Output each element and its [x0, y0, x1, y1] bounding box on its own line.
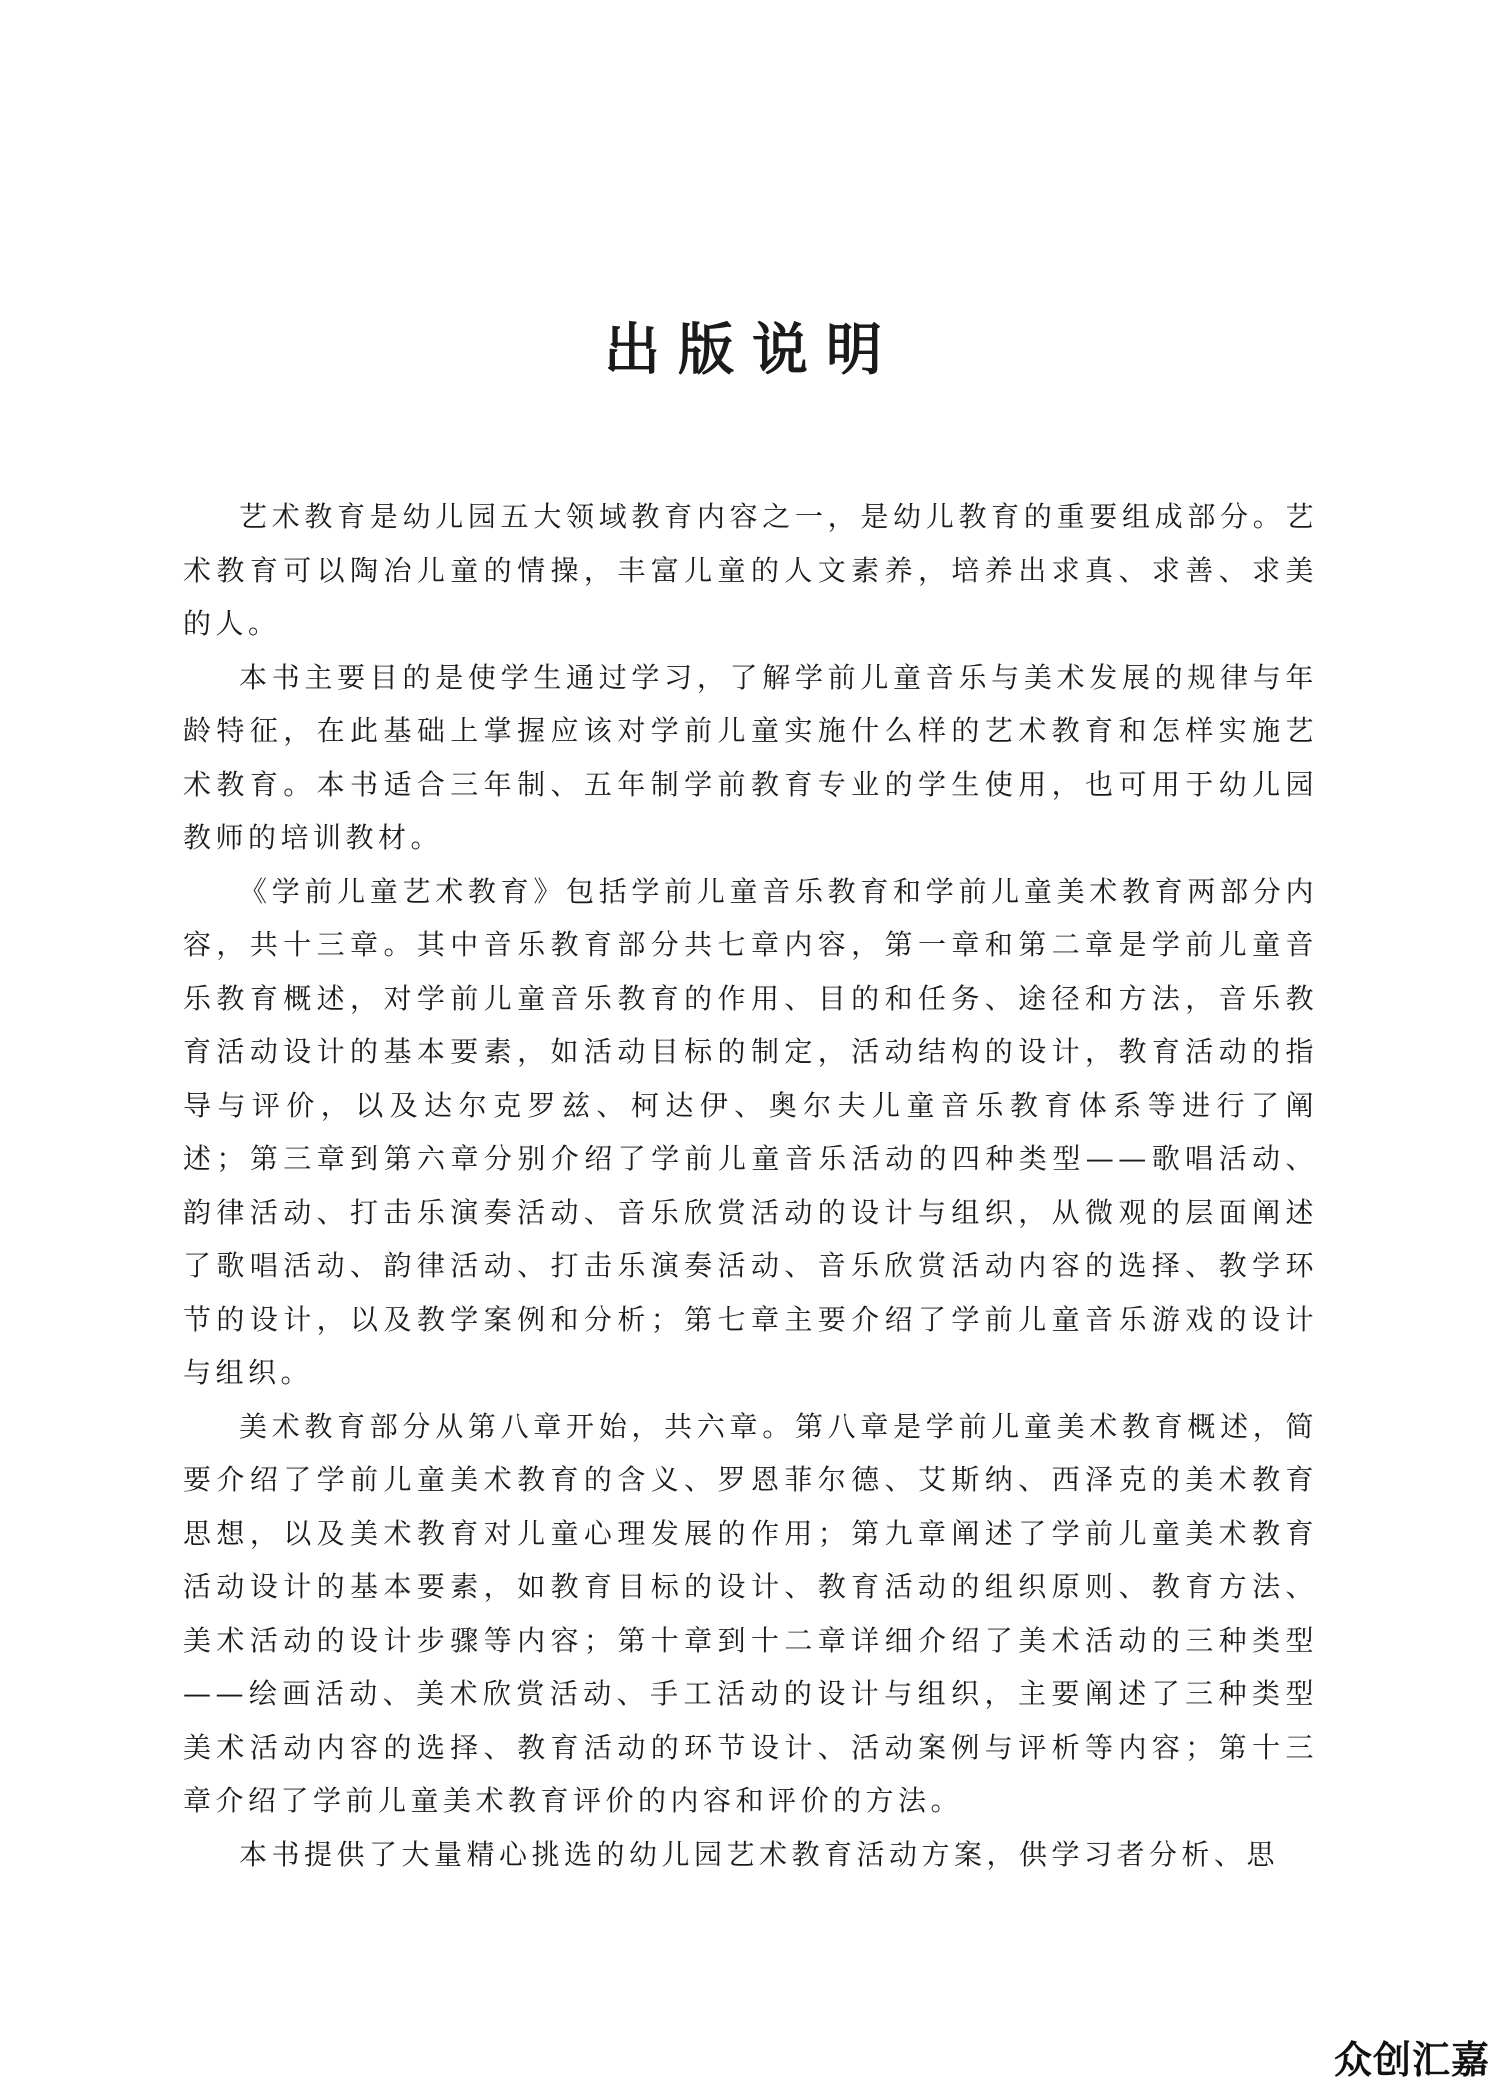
paragraph-5: 本书提供了大量精心挑选的幼儿园艺术教育活动方案，供学习者分析、思	[239, 1837, 1280, 1871]
paragraph-4: 美术教育部分从第八章开始，共六章。第八章是学前儿童美术教育概述，简要介绍了学前儿童美术教育的含义、罗恩菲尔德、艾斯纳、西泽克的美术教育思想，以及美术教育对儿童心理发展的作用；第九章阐述了学前儿童美术教育活动设计的基本要素，如教育目标的设计、教育活动的组织原则、教育方法、美术活动的设计步骤等内容；第十章到十二章详细介绍了美术活动的三种类型——绘画活动、美术欣赏活动、手工活动的设计与组织，主要阐述了三种类型美术活动内容的选择、教育活动的环节设计、活动案例与评析等内容；第十三章介绍了学前儿童美术教育评价的内容和评价的方法。	[183, 1409, 1318, 1817]
body-text	[183, 490, 1318, 1881]
paragraph-2: 本书主要目的是使学生通过学习，了解学前儿童音乐与美术发展的规律与年龄特征，在此基础上掌握应该对学前儿童实施什么样的艺术教育和怎样实施艺术教育。本书适合三年制、五年制学前教育专业的学生使用，也可用于幼儿园教师的培训教材。	[183, 660, 1318, 854]
page-title: 出版说明	[604, 317, 900, 383]
watermark-logo: 众创汇嘉	[1333, 2038, 1490, 2082]
paragraph-3: 《学前儿童艺术教育》包括学前儿童音乐教育和学前儿童美术教育两部分内容，共十三章。其中音乐教育部分共七章内容，第一章和第二章是学前儿童音乐教育概述，对学前儿童音乐教育的作用、目的和任务、途径和方法，音乐教育活动设计的基本要素，如活动目标的制定，活动结构的设计，教育活动的指导与评价，以及达尔克罗兹、柯达伊、奥尔夫儿童音乐教育体系等进行了阐述；第三章到第六章分别介绍了学前儿童音乐活动的四种类型——歌唱活动、韵律活动、打击乐演奏活动、音乐欣赏活动的设计与组织，从微观的层面阐述了歌唱活动、韵律活动、打击乐演奏活动、音乐欣赏活动内容的选择、教学环节的设计，以及教学案例和分析；第七章主要介绍了学前儿童音乐游戏的设计与组织。	[183, 874, 1318, 1389]
paragraph-1: 艺术教育是幼儿园五大领域教育内容之一，是幼儿教育的重要组成部分。艺术教育可以陶冶儿童的情操，丰富儿童的人文素养，培养出求真、求善、求美的人。	[183, 500, 1318, 640]
